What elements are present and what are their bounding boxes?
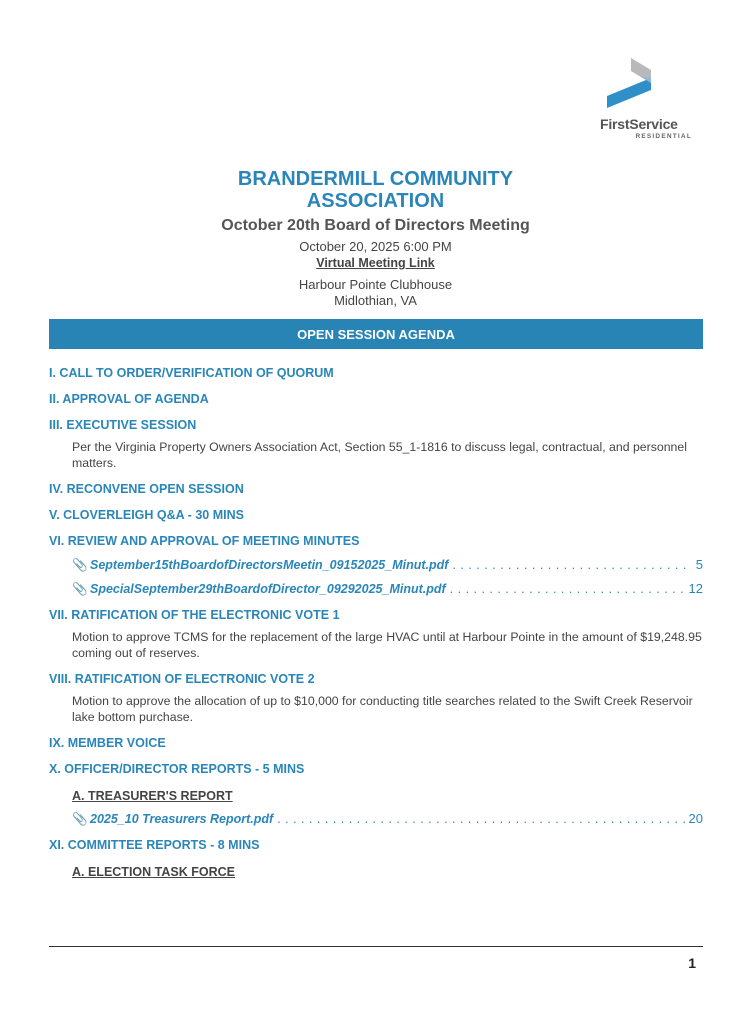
logo-name: FirstService (600, 116, 678, 132)
treasurers-report-heading: A. TREASURER'S REPORT (72, 789, 233, 803)
agenda-section-vote-2: VIII. RATIFICATION OF ELECTRONIC VOTE 2 (49, 672, 315, 686)
leader-dots (452, 558, 691, 572)
meeting-city: Midlothian, VA (334, 293, 417, 308)
attachment-page: 12 (688, 581, 703, 596)
logo-subtitle: RESIDENTIAL (635, 133, 692, 140)
firstservice-logo (600, 56, 700, 140)
agenda-section-committee-reports: XI. COMMITTEE REPORTS - 8 MINS (49, 838, 260, 852)
meeting-header (0, 168, 751, 309)
vote-2-description: Motion to approve the allocation of up to $10,000 for conducting title searches related to the Swift Creek Reservoir lake bottom purchase. (72, 694, 693, 724)
attachment-link[interactable] (72, 811, 703, 827)
attachment-link[interactable] (72, 557, 703, 573)
agenda-section-cloverleigh: V. CLOVERLEIGH Q&A - 30 MINS (49, 508, 244, 522)
executive-session-description: Per the Virginia Property Owners Association Act, Section 55_1-1816 to discuss legal, contractual, and personnel matters. (72, 440, 687, 470)
agenda-section-vote-1: VII. RATIFICATION OF THE ELECTRONIC VOTE 1 (49, 608, 340, 622)
meeting-datetime: October 20, 2025 6:00 PM (299, 239, 452, 254)
agenda-section-member-voice: IX. MEMBER VOICE (49, 736, 166, 750)
organization-title: BRANDERMILL COMMUNITY ASSOCIATION (237, 168, 514, 212)
agenda-section-minutes: VI. REVIEW AND APPROVAL OF MEETING MINUTES (49, 534, 360, 548)
paperclip-icon: 📎 (72, 582, 88, 596)
agenda-section-officer-reports: X. OFFICER/DIRECTOR REPORTS - 5 MINS (49, 762, 305, 776)
agenda-section-approval: II. APPROVAL OF AGENDA (49, 392, 209, 406)
agenda-list (49, 366, 703, 879)
footer-divider (49, 946, 703, 947)
meeting-title: October 20th Board of Directors Meeting (221, 217, 530, 234)
election-task-force-heading: A. ELECTION TASK FORCE (72, 865, 235, 879)
agenda-section-executive: III. EXECUTIVE SESSION (49, 418, 197, 432)
attachment-page: 20 (688, 811, 703, 826)
agenda-section-call-to-order: I. CALL TO ORDER/VERIFICATION OF QUORUM (49, 366, 334, 380)
attachment-page: 5 (695, 557, 703, 572)
leader-dots (277, 812, 684, 826)
vote-1-description: Motion to approve TCMS for the replacement of the large HVAC until at Harbour Pointe in the amount of $19,248.95 coming out of reserves. (72, 630, 702, 660)
paperclip-icon: 📎 (72, 812, 88, 826)
leader-dots (450, 582, 685, 596)
virtual-meeting-link[interactable]: Virtual Meeting Link (316, 256, 435, 270)
meeting-location: Harbour Pointe Clubhouse (298, 277, 453, 292)
attachment-name[interactable]: SpecialSeptember29thBoardofDirector_09292025_Minut.pdf (90, 582, 446, 596)
attachment-link[interactable] (72, 581, 703, 597)
firstservice-logo-mark (605, 56, 657, 112)
agenda-section-reconvene: IV. RECONVENE OPEN SESSION (49, 482, 244, 496)
page-number: 1 (688, 955, 696, 971)
attachment-name[interactable]: 2025_10 Treasurers Report.pdf (90, 812, 274, 826)
agenda-banner: OPEN SESSION AGENDA (49, 319, 703, 349)
paperclip-icon: 📎 (72, 558, 88, 572)
attachment-name[interactable]: September15thBoardofDirectorsMeetin_09152025_Minut.pdf (90, 558, 449, 572)
